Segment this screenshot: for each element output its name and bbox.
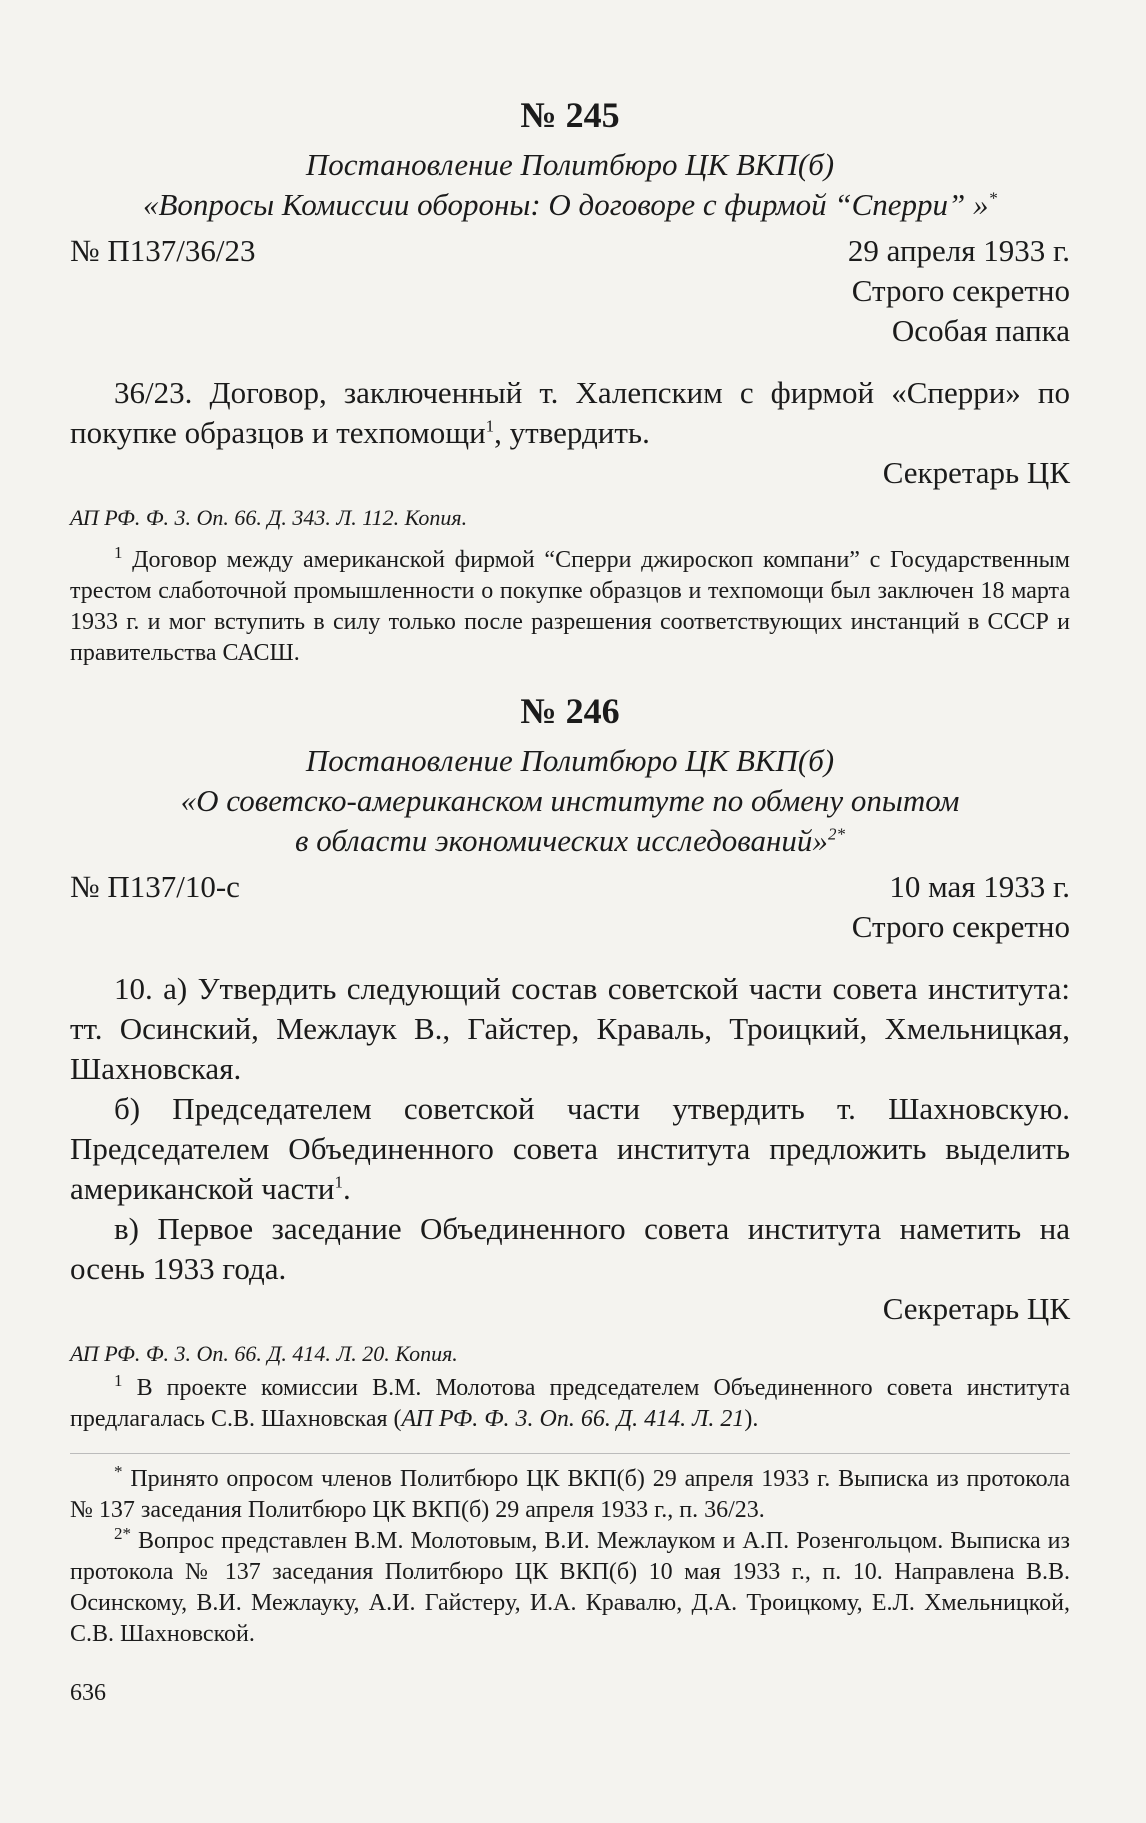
doc-246-paragraph-b: б) Председателем советской части утвердить т. Шахновскую. Председателем Объединенного совета института предложить выделить американской части$^1$. [70,1091,1070,1206]
doc-246-number: № 246 [520,691,620,731]
star-note-1: * Принято опросом членов Политбюро ЦК ВКП(б) 29 апреля 1933 г. Выписка из протокола № 137 заседания Политбюро ЦК ВКП(б) 29 апреля 1933 г., п. 36/23. [70,1462,1070,1523]
doc-245-archive: АП РФ. Ф. 3. Оп. 66. Д. 343. Л. 112. Копия. [70,505,468,530]
star-note-2: $^{2*}$ Вопрос представлен В.М. Молотовым, В.И. Межлауком и А.П. Розенгольцом. Выписка из протокола № 137 заседания Политбюро ЦК ВКП(б) 10 мая 1933 г., п. 10. Направлена В.В. Осинскому, В.И. Межлауку, А.И. Гайстеру, И.А. Кравалю, Д.А. Троицкому, Е.Л. Хмельницкой, С.В. Шахновской. [70,1524,1070,1647]
doc-245-folder: Особая папка [891,313,1070,348]
doc-245-date: 29 апреля 1933 г. [847,233,1070,268]
doc-246-protocol: № П137/10-с [70,869,240,904]
doc-246-title-2: «О советско-американском институте по обмену опытом [180,783,960,818]
doc-246-date: 10 мая 1933 г. [889,869,1070,904]
doc-246-footnote: $^1$ В проекте комиссии В.М. Молотова председателем Объединенного совета института предлагалась С.В. Шахновская (АП РФ. Ф. 3. Оп. 66. Д. 414. Л. 21). [70,1371,1070,1432]
doc-246-signature: Секретарь ЦК [882,1291,1070,1326]
doc-246-archive: АП РФ. Ф. 3. Оп. 66. Д. 414. Л. 20. Копия. [70,1341,458,1366]
doc-245-secret: Строго секретно [851,273,1070,308]
doc-245-meta [70,231,1070,271]
doc-245-protocol: № П137/36/23 [70,233,256,268]
doc-245-body: 36/23. Договор, заключенный т. Халепским с фирмой «Сперри» по покупке образцов и техпомощи$^1$, утвердить. [70,375,1070,450]
doc-245-number: № 245 [520,95,620,135]
doc-246-title-3: в области экономических исследований»$^{2*}$ [295,823,845,858]
doc-245-title-1: Постановление Политбюро ЦК ВКП(б) [305,147,835,182]
doc-246-secret: Строго секретно [851,909,1070,944]
doc-245-title-2: «Вопросы Комиссии обороны: О договоре с фирмой “Сперри” »* [142,187,998,222]
doc-246-meta [70,867,1070,907]
footnote-divider [70,1453,1070,1454]
doc-246-paragraph-a: 10. а) Утвердить следующий состав советской части совета института: тт. Осинский, Межлаук В., Гайстер, Краваль, Троицкий, Хмельницкая, Шахновская. [70,971,1070,1086]
doc-245-footnote: $^1$ Договор между американской фирмой “Сперри джироскоп компани” с Государственным трестом слаботочной промышленности о покупке образцов и техпомощи был заключен 18 марта 1933 г. и мог вступить в силу только после разрешения соответствующих инстанций в СССР и правительства САСШ. [70,543,1070,666]
doc-245-signature: Секретарь ЦК [882,455,1070,490]
doc-246-paragraph-c: в) Первое заседание Объединенного совета института наметить на осень 1933 года. [70,1211,1070,1286]
page-number: 636 [70,1680,106,1706]
doc-246-title-1: Постановление Политбюро ЦК ВКП(б) [305,743,835,778]
